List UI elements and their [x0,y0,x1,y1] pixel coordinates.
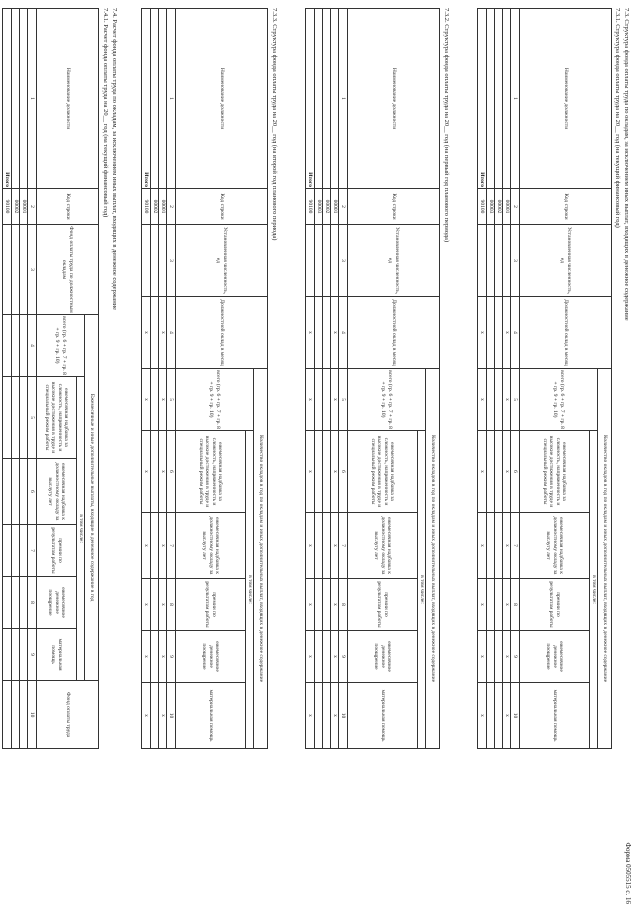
header-group: Количество окладов в год по окладам и иных дополнительных выплат, входящих в денежное содержание [598,369,612,749]
total-row: Итого 90100 x x x x x x x [142,9,151,749]
table-row: 1 2 3 4 5 6 7 8 9 10 [339,9,348,749]
header-salary: Должностной оклад в месяц [520,297,612,369]
total-row: Итого 90100 x x x x x x x [306,9,315,749]
section-heading-7-3-3: 7.3.3. Структура фонда оплаты труда на 20__ год (на второй год планового периода) [271,8,278,241]
header-sub-b: ежемесячная надбавка к должностному окладу за выслугу лет [520,513,590,579]
header-fund: Фонд оплаты труда по должностным окладам [37,225,99,315]
table-row: 00002 [12,9,20,749]
header-fot: Фонд оплаты труда [37,681,99,749]
header-sub-c: премии по результатам работы [520,579,590,631]
section-heading-7-3: 7.3. Структура фонда оплаты труда по окладам, за исключением иных выплат, входящих в денежное содержание [623,8,630,321]
section-heading-7-3-2: 7.3.2. Структура фонда оплаты труда на 20__ год (на первый год планового периода) [443,8,450,243]
table-row: 00002 [495,9,503,749]
form-number: Форма 0505515 с. 16 [624,842,632,904]
table-7-3-1 [477,8,612,749]
header-sub-a: ежемесячная надбавка за сложность, напряженность и высокие достижения в труде и специальный режим работы [520,431,590,513]
table-7-3-3: Наименование должности Код строки Установленная численность, ед Должностной оклад в месяц Количество окладов в год по окладам и иных дополнительных выплат, входящих в денежное содержание всего (гр. 6 + гр. 7 + гр. 8 + гр. 9 + гр. 10) в том числе: ежемесячная надбавка за сложность, напряженность и высокие достижения в труде и специальный режим работы ежемесячная надбавка к должностному окладу за выслугу лет премии по результатам работы ежемесячное денежное поощрение материальная помощь 1 2 3 4 5 6 7 8 9 10 00001 x x x x x x x 00002 Итого 90100 x x x x x x x [141,8,268,749]
header-staff: Установленная численность, ед [520,225,612,297]
table-row: 1 2 3 4 5 6 7 8 9 10 [167,9,176,749]
header-incl: в том числе: [590,431,598,749]
table-row: 1 2 3 4 5 6 7 8 9 10 [28,9,37,749]
total-row: Итого 90100 x x x x x x x [478,9,487,749]
table-row: 00002 [323,9,331,749]
table-7-3-2: Наименование должности Код строки Установленная численность, ед Должностной оклад в месяц Количество окладов в год по окладам и иных дополнительных выплат, входящих в денежное содержание всего (гр. 6 + гр. 7 + гр. 8 + гр. 9 + гр. 10) в том числе: ежемесячная надбавка за сложность, напряженность и высокие достижения в труде и специальный режим работы ежемесячная надбавка к должностному окладу за выслугу лет премии по результатам работы ежемесячное денежное поощрение материальная помощь 1 2 3 4 5 6 7 8 9 10 00001 x x x x x x x 00002 00003 Итого 90100 x x x x x x x [305,8,440,749]
section-heading-7-4-1: 7.4.1. Расчет фонда оплаты труда на 20__ год (на текущий финансовый год) [102,8,109,218]
table-row: 00001 x x x x x x x [331,9,339,749]
section-heading-7-4: 7.4. Расчет фонда оплаты труда по окладам, за исключением иных выплат, входящих в денежное содержание [111,8,118,311]
table-row: 00003 [487,9,495,749]
header-code: Код строки [520,189,612,225]
header-name: Наименование должности [520,9,612,189]
table-row: 00001 [20,9,28,749]
table-row: 00002 [151,9,159,749]
table-7-4-1: Наименование должности Код строки Фонд оплаты труда по должностным окладам Ежемесячные и иные дополнительные выплаты, входящие в денежное содержание в год Фонд оплаты труда всего (гр. 6 + гр. 7 + гр. 8 + гр. 9 + гр. 10) в том числе: ежемесячная надбавка за сложность, напряженность и высокие достижения в труде и специальный режим работы ежемесячная надбавка к должностному окладу за выслугу лет премии по результатам работы ежемесячное денежное поощрение материальная помощь 1 2 3 4 5 6 7 8 9 10 00001 00002 Итого 90100 [2,8,99,749]
header-total: всего (гр. 6 + гр. 7 + гр. 8 + гр. 9 + гр. 10) [520,369,598,431]
header-group-7-4: Ежемесячные и иные дополнительные выплаты, входящие в денежное содержание в год [85,315,99,681]
header-sub-d: ежемесячное денежное поощрение [520,631,590,683]
section-heading-7-3-1: 7.3.1. Структура фонда оплаты труда на 20__ год (на текущий финансовый год) [614,8,621,228]
table-row: 00001 x x x x x x x [159,9,167,749]
table-row: 00003 [315,9,323,749]
total-row: Итого 90100 [3,9,12,749]
table-row: 00001 x x x x x x x [503,9,511,749]
table-row: 1 2 3 4 5 6 7 8 9 10 [511,9,520,749]
header-sub-e: материальная помощь [520,683,590,749]
